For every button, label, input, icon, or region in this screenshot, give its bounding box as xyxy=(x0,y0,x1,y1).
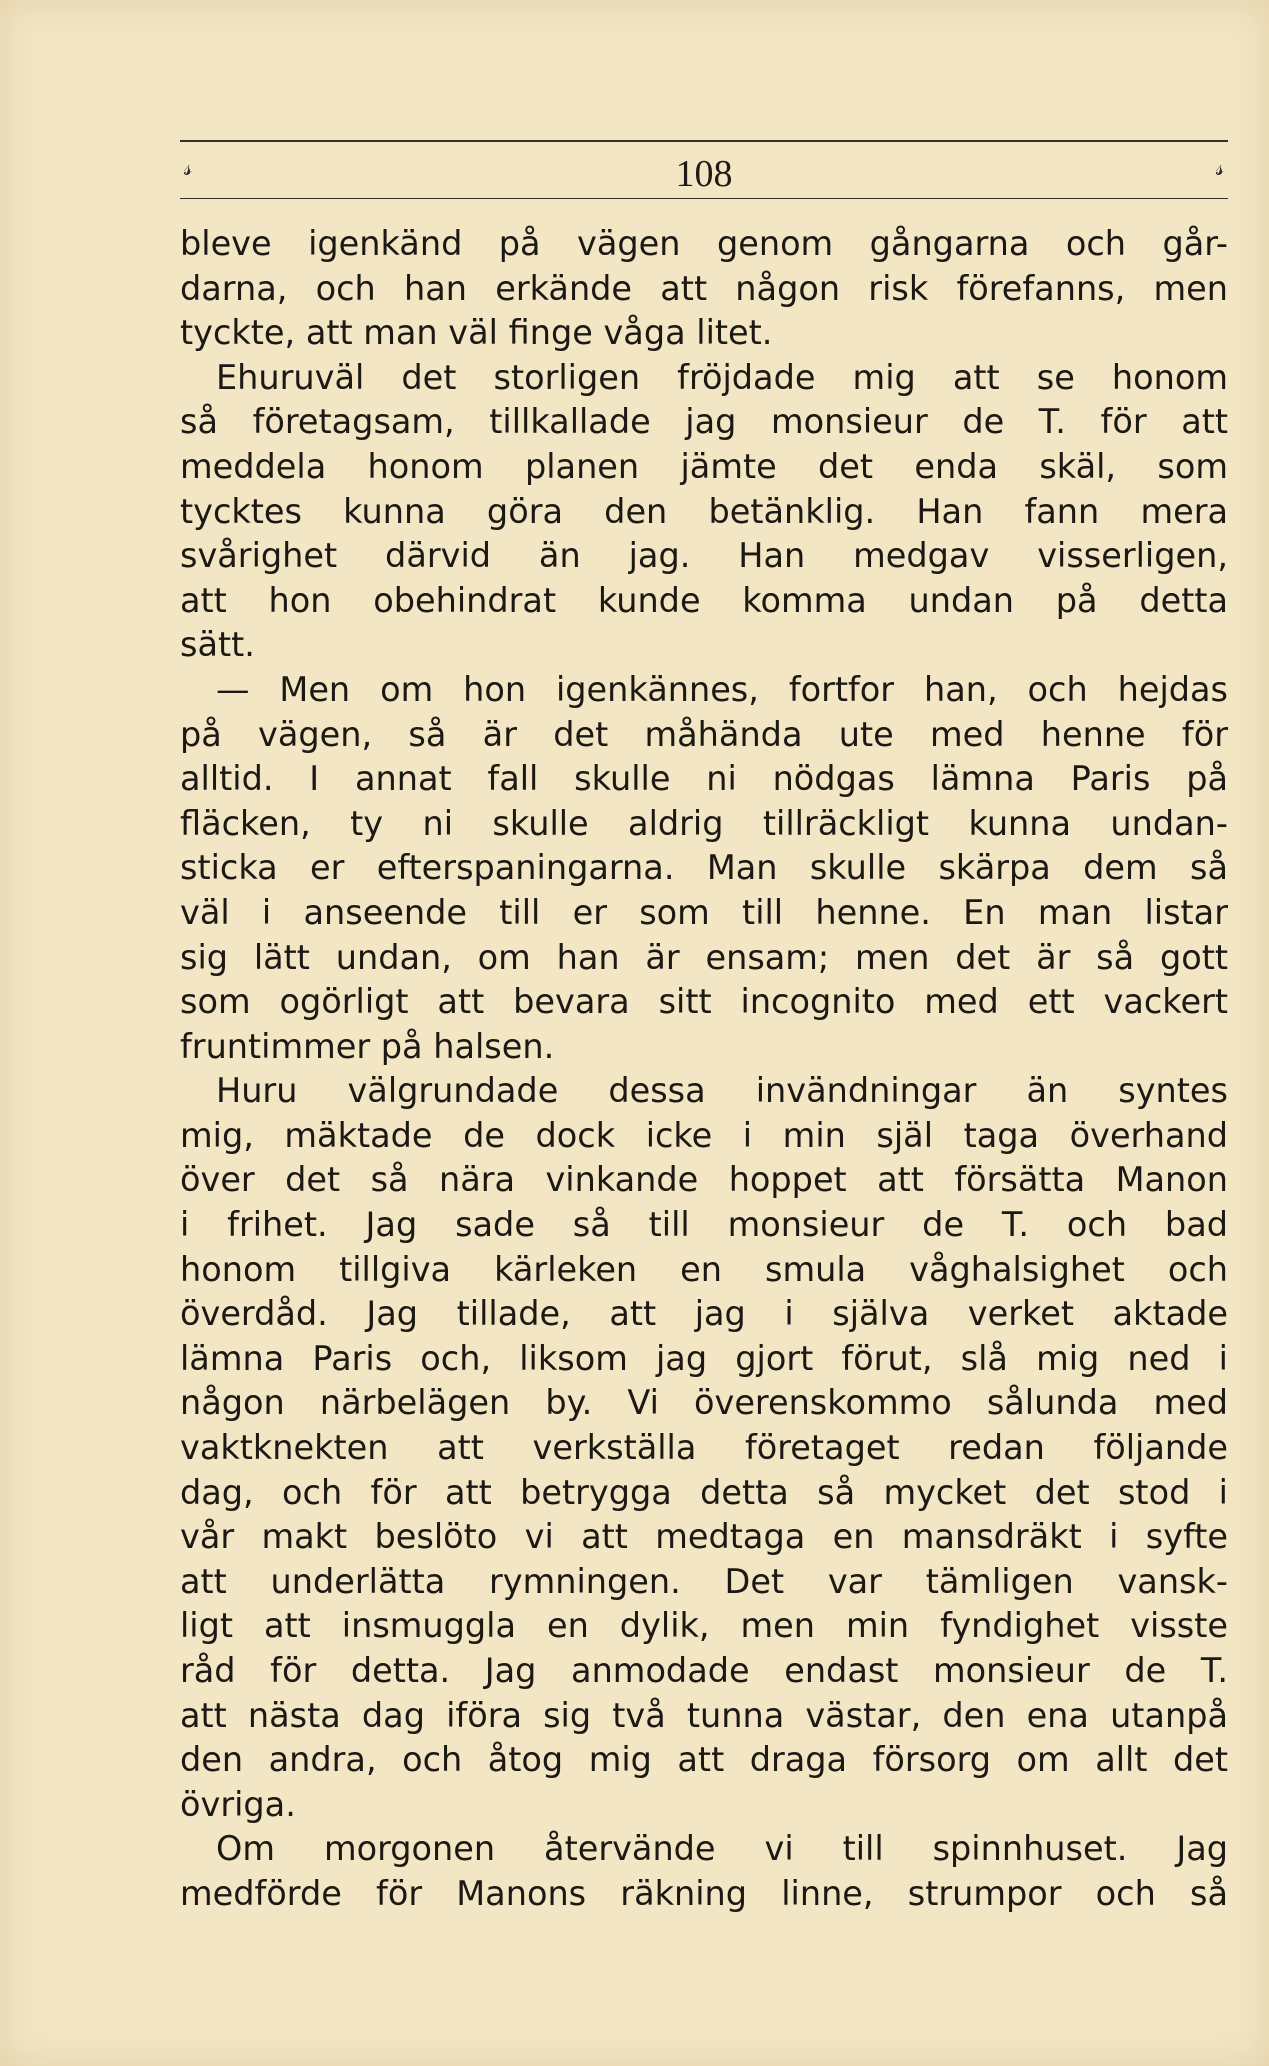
body-text xyxy=(180,222,1228,1917)
text-line: lämna Paris och, liksom jag gjort förut, slå mig ned i xyxy=(180,1338,1228,1378)
text-line: över det så nära vinkande hoppet att försätta Manon xyxy=(180,1160,1228,1200)
text-line: meddela honom planen jämte det enda skäl, som xyxy=(180,446,1228,486)
text-line: Huru välgrundade dessa invändningar än syntes xyxy=(216,1071,1228,1111)
text-line: dag, och för att betrygga detta så mycket det stod i xyxy=(180,1472,1228,1512)
text-line: svårighet därvid än jag. Han medgav visserligen, xyxy=(180,536,1228,576)
text-line: tyckte, att man väl finge våga litet. xyxy=(180,313,773,353)
ornament-right-icon: 𝓈 xyxy=(1215,156,1224,181)
text-line: övriga. xyxy=(180,1784,296,1824)
text-line: som ogörligt att bevara sitt incognito med ett vackert xyxy=(180,982,1228,1022)
text-line: vaktknekten att verkställa företaget redan följande xyxy=(180,1428,1228,1468)
text-line: fruntimmer på halsen. xyxy=(180,1026,555,1066)
text-line: sticka er efterspaningarna. Man skulle skärpa dem så xyxy=(180,848,1228,888)
text-line: bleve igenkänd på vägen genom gångarna och går- xyxy=(180,224,1228,263)
text-line: mig, mäktade de dock icke i min själ taga överhand xyxy=(180,1115,1228,1155)
text-line: Ehuruväl det storligen fröjdade mig att se honom xyxy=(216,357,1228,397)
text-line: väl i anseende till er som till henne. En man listar xyxy=(180,892,1228,932)
text-line: i frihet. Jag sade så till monsieur de T. och bad xyxy=(180,1205,1228,1245)
text-line: den andra, och åtog mig att draga försorg om allt det xyxy=(180,1740,1228,1780)
text-line: darna, och han erkände att någon risk förefanns, men xyxy=(180,268,1228,308)
text-line: någon närbelägen by. Vi överenskommo sålunda med xyxy=(180,1383,1228,1423)
ornament-left-icon: 𝓈 xyxy=(184,156,193,181)
text-line: tycktes kunna göra den betänklig. Han fann mera xyxy=(180,491,1228,531)
text-line: sätt. xyxy=(180,625,255,665)
text-line: vår makt beslöto vi att medtaga en mansdräkt i syfte xyxy=(180,1517,1228,1557)
page-number: 108 xyxy=(675,153,733,195)
header-rule-bottom xyxy=(180,198,1228,199)
text-line: medförde för Manons räkning linne, strumpor och så xyxy=(180,1873,1228,1913)
text-line: sig lätt undan, om han är ensam; men det är så gott xyxy=(180,937,1228,977)
text-line: att hon obehindrat kunde komma undan på detta xyxy=(180,580,1228,620)
text-line: — Men om hon igenkännes, fortfor han, och hejdas xyxy=(216,669,1228,709)
text-line: honom tillgiva kärleken en smula våghalsighet och xyxy=(180,1249,1228,1289)
text-line: alltid. I annat fall skulle ni nödgas lämna Paris på xyxy=(180,759,1228,799)
header-rule-top xyxy=(180,140,1228,142)
text-line: fläcken, ty ni skulle aldrig tillräckligt kunna undan- xyxy=(180,803,1228,843)
text-line: överdåd. Jag tillade, att jag i själva verket aktade xyxy=(180,1294,1228,1334)
text-line: ligt att insmuggla en dylik, men min fyndighet visste xyxy=(180,1606,1228,1646)
text-line: på vägen, så är det måhända ute med henne för xyxy=(180,714,1228,754)
text-line: Om morgonen återvände vi till spinnhuset. Jag xyxy=(216,1829,1228,1869)
running-header xyxy=(180,150,1228,194)
text-line: att underlätta rymningen. Det var tämligen vansk- xyxy=(180,1561,1228,1601)
text-line: så företagsam, tillkallade jag monsieur de T. för att xyxy=(180,402,1228,442)
text-line: råd för detta. Jag anmodade endast monsieur de T. xyxy=(180,1651,1228,1690)
text-line: att nästa dag iföra sig två tunna västar, den ena utanpå xyxy=(180,1695,1228,1735)
